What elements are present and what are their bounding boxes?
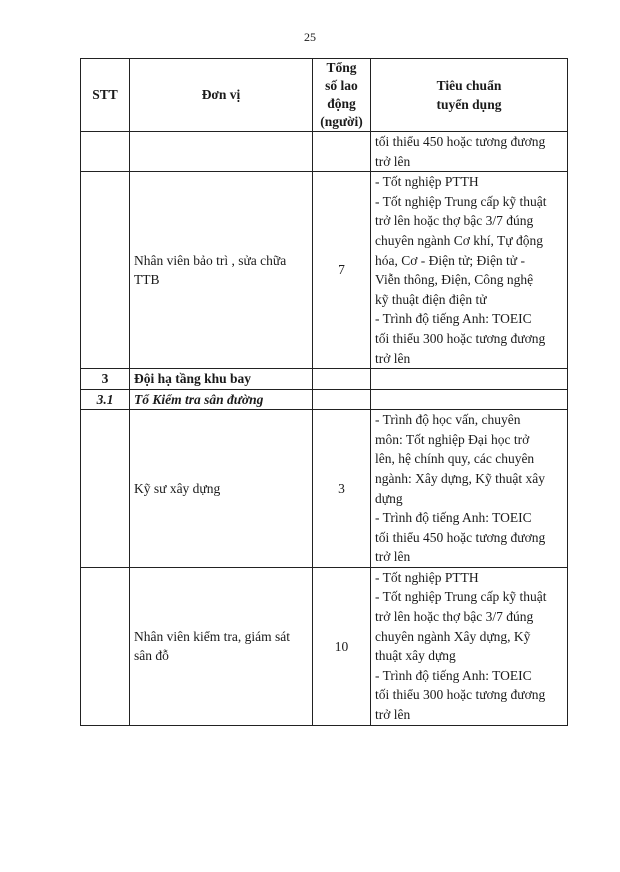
criteria-line: - Tốt nghiệp Trung cấp kỹ thuật	[375, 589, 547, 605]
section-row	[81, 369, 568, 390]
header-count-line: số lao	[325, 78, 358, 93]
criteria-line: trở lên hoặc thợ bậc 3/7 đúng	[375, 609, 534, 625]
subsection-number: 3.1	[81, 389, 130, 410]
criteria-line: chuyên ngành Xây dựng, Kỹ	[375, 628, 531, 644]
section-number: 3	[81, 369, 130, 390]
table-row	[81, 132, 568, 172]
criteria-line: trở lên	[375, 549, 411, 565]
criteria-line: - Trình độ học vấn, chuyên	[375, 412, 521, 428]
count-cell: 10	[313, 567, 371, 725]
header-count-line: động	[327, 96, 356, 111]
table-body	[81, 132, 568, 726]
empty-cell	[371, 389, 568, 410]
header-count	[313, 59, 371, 132]
criteria-line: trở lên hoặc thợ bậc 3/7 đúng	[375, 213, 534, 229]
criteria-line: - Trình độ tiếng Anh: TOEIC	[375, 667, 532, 683]
criteria-line: thuật xây dựng	[375, 648, 456, 664]
criteria-line: lên, hệ chính quy, các chuyên	[375, 451, 535, 467]
empty-cell	[313, 389, 371, 410]
header-stt: STT	[81, 59, 130, 132]
stt-cell	[81, 132, 130, 172]
criteria-line: - Trình độ tiếng Anh: TOEIC	[375, 311, 532, 327]
criteria-line: - Tốt nghiệp PTTH	[375, 174, 479, 190]
unit-cell	[130, 132, 313, 172]
criteria-line: - Tốt nghiệp PTTH	[375, 569, 479, 585]
stt-cell	[81, 410, 130, 568]
criteria-cell	[371, 172, 568, 369]
header-count-line: (người)	[320, 114, 363, 129]
criteria-line: tối thiểu 300 hoặc tương đương	[375, 330, 546, 346]
unit-cell: Kỹ sư xây dựng	[130, 410, 313, 568]
header-criteria	[371, 59, 568, 132]
count-cell: 7	[313, 172, 371, 369]
section-title: Đội hạ tầng khu bay	[130, 369, 313, 390]
criteria-line: dựng	[375, 490, 403, 506]
criteria-line: kỹ thuật điện điện tử	[375, 291, 487, 307]
criteria-cell	[371, 567, 568, 725]
empty-cell	[313, 369, 371, 390]
criteria-line: tối thiểu 300 hoặc tương đương	[375, 687, 546, 703]
criteria-line: ngành: Xây dựng, Kỹ thuật xây	[375, 470, 546, 486]
unit-cell: Nhân viên bảo trì , sửa chữa TTB	[130, 172, 313, 369]
recruitment-table	[80, 58, 568, 726]
count-cell	[313, 132, 371, 172]
count-cell: 3	[313, 410, 371, 568]
subsection-row	[81, 389, 568, 410]
stt-cell	[81, 172, 130, 369]
table-row	[81, 410, 568, 568]
table-header-row	[81, 59, 568, 132]
criteria-line: tối thiểu 450 hoặc tương đương	[375, 134, 546, 149]
criteria-cell	[371, 410, 568, 568]
criteria-line: môn: Tốt nghiệp Đại học trở	[375, 431, 530, 447]
empty-cell	[371, 369, 568, 390]
criteria-line: trở lên	[375, 350, 411, 366]
unit-cell: Nhân viên kiểm tra, giám sát sân đỗ	[130, 567, 313, 725]
table-row	[81, 172, 568, 369]
stt-cell	[81, 567, 130, 725]
header-count-line: Tổng	[326, 60, 357, 75]
subsection-title: Tổ Kiểm tra sân đường	[130, 389, 313, 410]
criteria-line: - Tốt nghiệp Trung cấp kỹ thuật	[375, 193, 547, 209]
table-row	[81, 567, 568, 725]
header-criteria-line: tuyển dụng	[436, 97, 502, 112]
criteria-line: chuyên ngành Cơ khí, Tự động	[375, 232, 543, 248]
criteria-cell	[371, 132, 568, 172]
page-number: 25	[304, 30, 316, 44]
header-unit: Đơn vị	[130, 59, 313, 132]
criteria-line: hóa, Cơ - Điện tử; Điện tử -	[375, 252, 525, 268]
header-criteria-line: Tiêu chuẩn	[436, 77, 502, 93]
criteria-line: trở lên	[375, 707, 411, 723]
criteria-line: tối thiểu 450 hoặc tương đương	[375, 529, 546, 545]
criteria-line: - Trình độ tiếng Anh: TOEIC	[375, 510, 532, 526]
criteria-line: Viễn thông, Điện, Công nghệ	[375, 272, 534, 288]
criteria-line: trở lên	[375, 153, 411, 169]
